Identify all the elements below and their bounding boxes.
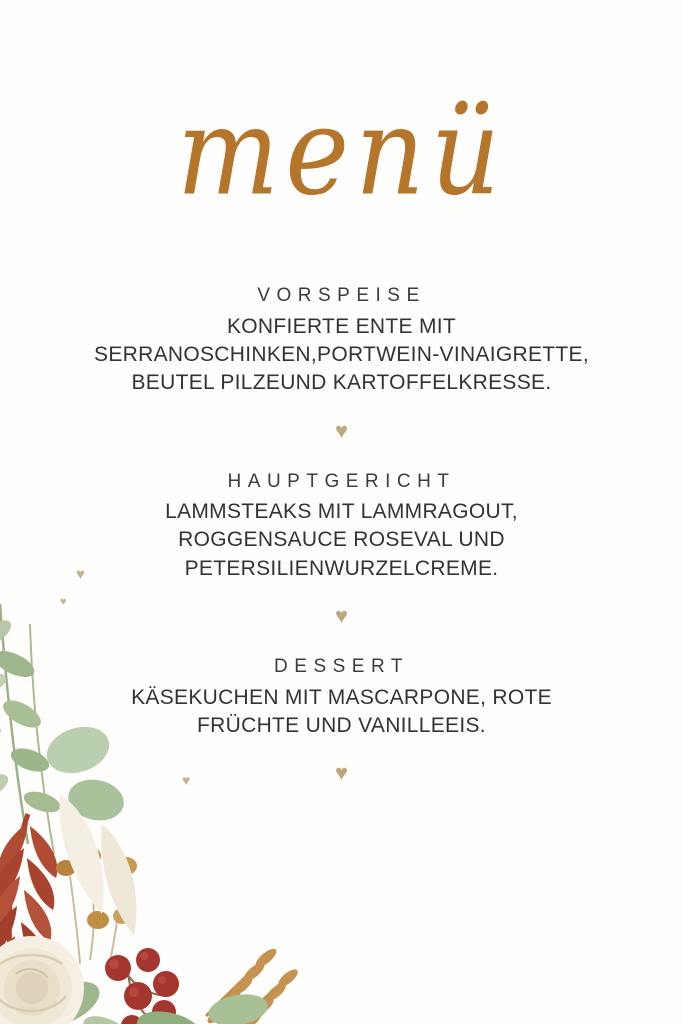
heart-icon: ♥ xyxy=(76,566,85,583)
heart-icon: ♥ xyxy=(182,772,191,788)
course-label: DESSERT xyxy=(274,656,409,678)
course-line: FRÜCHTE UND VANILLEEIS. xyxy=(197,713,486,737)
course-description xyxy=(0,684,683,741)
page-title: menü xyxy=(176,82,507,223)
course-line: KONFIERTE ENTE MIT xyxy=(226,314,457,338)
course-line: LAMMSTEAKS MIT LAMMRAGOUT, xyxy=(165,500,518,524)
heart-icon: ♥ xyxy=(334,417,349,443)
rust-plume xyxy=(0,814,57,986)
course-line: SERRANOSCHINKEN,PORTWEIN-VINAIGRETTE, xyxy=(94,342,589,366)
green-leaves xyxy=(26,972,270,1024)
title-area xyxy=(0,82,683,223)
heart-icon: ♥ xyxy=(334,760,349,786)
course-line: BEUTEL PILZEUND KARTOFFELKRESSE. xyxy=(131,371,552,395)
course-line: ROGGENSAUCE ROSEVAL UND xyxy=(178,528,505,552)
course-description xyxy=(0,313,683,398)
course-description xyxy=(0,498,683,583)
course-dessert xyxy=(0,653,683,740)
divider-2 xyxy=(0,605,683,627)
heart-icon: ♥ xyxy=(334,603,349,629)
course-hauptgericht xyxy=(0,468,683,584)
course-line: PETERSILIENWURZELCREME. xyxy=(184,556,499,580)
ivory-petals xyxy=(59,794,136,936)
heart-icon: ♥ xyxy=(60,596,67,608)
course-label: HAUPTGERICHT xyxy=(227,470,456,492)
divider-3 xyxy=(0,762,683,784)
course-vorspeise xyxy=(0,282,683,398)
course-label: VORSPEISE xyxy=(257,285,426,306)
course-list xyxy=(0,282,683,810)
course-line: KÄSEKUCHEN MIT MASCARPONE, ROTE xyxy=(131,685,552,709)
red-berries xyxy=(105,948,179,1024)
divider-1 xyxy=(0,417,683,443)
white-rose xyxy=(0,936,84,1024)
wheat-sprays xyxy=(205,946,301,1024)
golden-buds xyxy=(56,847,137,964)
